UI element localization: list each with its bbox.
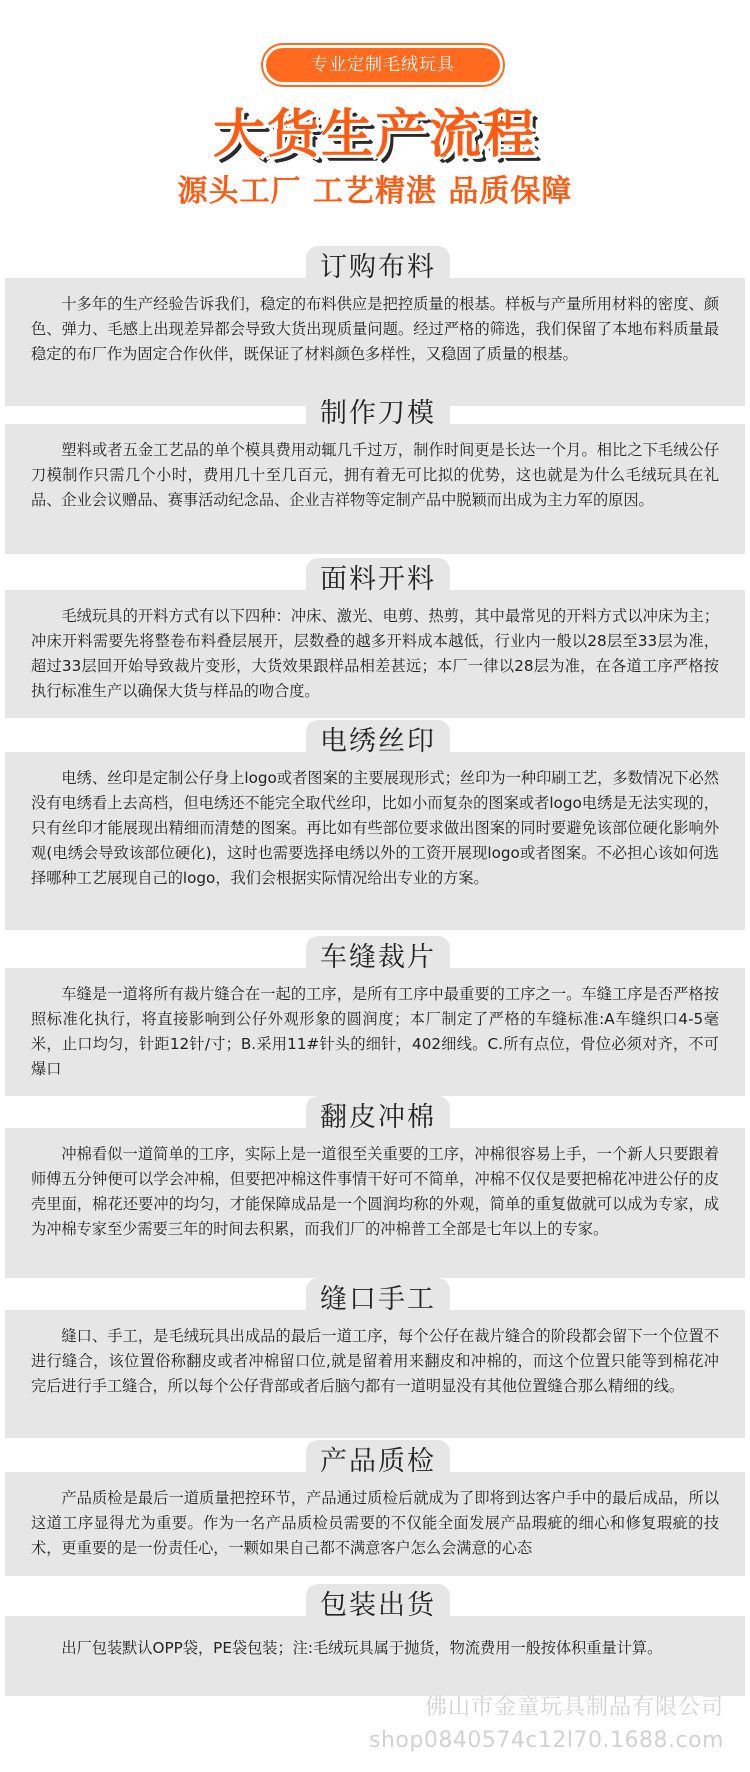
- section-text: 出厂包装默认OPP袋，PE袋包装；注:毛绒玩具属于抛货，物流费用一般按体积重量计算。: [61, 1639, 663, 1657]
- section-title: 包装出货: [306, 1584, 450, 1624]
- section-text: 毛绒玩具的开料方式有以下四种：冲床、激光、电剪、热剪，其中最常见的开料方式以冲床为主；冲床开料需要先将整卷布料叠层展开，层数叠的越多开料成本越低，行业内一般以28层至33层为准，超过33层回开始导致裁片变形，大货效果跟样品相差甚远；本厂一律以28层为准，在各道工序严格按执行标准生产以确保大货与样品的吻合度。: [31, 607, 719, 700]
- section-body: [5, 278, 745, 406]
- section-title: 缝口手工: [306, 1278, 450, 1318]
- section-body: [5, 752, 745, 930]
- page-subtitle: 源头工厂 工艺精湛 品质保障: [177, 174, 573, 209]
- section-title: 翻皮冲棉: [306, 1096, 450, 1136]
- section-text: 电绣、丝印是定制公仔身上logo或者图案的主要展现形式；丝印为一种印刷工艺，多数情况下必然没有电绣看上去高档，但电绣还不能完全取代丝印，比如小而复杂的图案或者logo电绣是无法实现的，只有丝印才能展现出精细而清楚的图案。再比如有些部位要求做出图案的同时要避免该部位硬化影响外观(电绣会导致该部位硬化)，这时也需要选择电绣以外的工资开展现logo或者图案。不必担心该如何选择哪种工艺展现自己的logo，我们会根据实际情况给出专业的方案。: [31, 769, 719, 887]
- section-body: [5, 1616, 745, 1696]
- section-title: 电绣丝印: [306, 720, 450, 760]
- section-text: 缝口、手工，是毛绒玩具出成品的最后一道工序，每个公仔在裁片缝合的阶段都会留下一个位置不进行缝合，该位置俗称翻皮或者冲棉留口位,就是留着用来翻皮和冲棉的，而这个位置只能等到棉花冲完后进行手工缝合，所以每个公仔背部或者后脑勺都有一道明显没有其他位置缝合那么精细的线。: [31, 1327, 719, 1395]
- section-title: 产品质检: [306, 1440, 450, 1480]
- category-badge: 专业定制毛绒玩具: [266, 48, 500, 82]
- section-title: 面料开料: [306, 558, 450, 598]
- section-body: [5, 424, 745, 554]
- section-body: [5, 1310, 745, 1438]
- section-text: 车缝是一道将所有裁片缝合在一起的工序，是所有工序中最重要的工序之一。车缝工序是否严格按照标准化执行，将直接影响到公仔外观形象的圆润度；本厂制定了严格的车缝标准:A车缝织口4-5毫米，止口均匀，针距12针/寸；B.采用11#针头的细针，402细线。C.所有点位，骨位必须对齐，不可爆口: [31, 985, 719, 1078]
- section-title: 订购布料: [306, 246, 450, 286]
- section-text: 塑料或者五金工艺品的单个模具费用动辄几千过万，制作时间更是长达一个月。相比之下毛绒公仔刀模制作只需几个小时，费用几十至几百元，拥有着无可比拟的优势，这也就是为什么毛绒玩具在礼品、企业会议赠品、赛事活动纪念品、企业吉祥物等定制产品中脱颖而出成为主力军的原因。: [31, 441, 719, 509]
- shop-url-watermark: shop0840574c12l70.1688.com: [369, 1728, 724, 1753]
- section-title: 制作刀模: [306, 392, 450, 432]
- section-text: 十多年的生产经验告诉我们，稳定的布料供应是把控质量的根基。样板与产量所用材料的密度、颜色、弹力、毛感上出现差异都会导致大货出现质量问题。经过严格的筛选，我们保留了本地布料质量最稳定的布厂作为固定合作伙伴，既保证了材料颜色多样性，又稳固了质量的根基。: [31, 295, 719, 363]
- section-text: 冲棉看似一道简单的工序，实际上是一道很至关重要的工序，冲棉很容易上手，一个新人只要跟着师傅五分钟便可以学会冲棉，但要把冲棉这件事情干好可不简单，冲棉不仅仅是要把棉花冲进公仔的皮壳里面，棉花还要冲的均匀，才能保障成品是一个圆润均称的外观，简单的重复做就可以成为专家，成为冲棉专家至少需要三年的时间去积累，而我们厂的冲棉普工全部是七年以上的专家。: [31, 1145, 719, 1238]
- section-body: [5, 1472, 745, 1576]
- header: [0, 0, 750, 240]
- section-body: [5, 590, 745, 718]
- section-title: 车缝裁片: [306, 936, 450, 976]
- section-body: [5, 1128, 745, 1278]
- page-title: 大货生产流程: [212, 105, 537, 165]
- section-body: [5, 968, 745, 1096]
- section-text: 产品质检是最后一道质量把控环节，产品通过质检后就成为了即将到达客户手中的最后成品，所以这道工序显得尤为重要。作为一名产品质检员需要的不仅能全面发展产品瑕疵的细心和修复瑕疵的技术，更重要的是一份责任心，一颗如果自己都不满意客户怎么会满意的心态: [31, 1489, 719, 1557]
- company-watermark: 佛山市金童玩具制品有限公司: [424, 1695, 724, 1720]
